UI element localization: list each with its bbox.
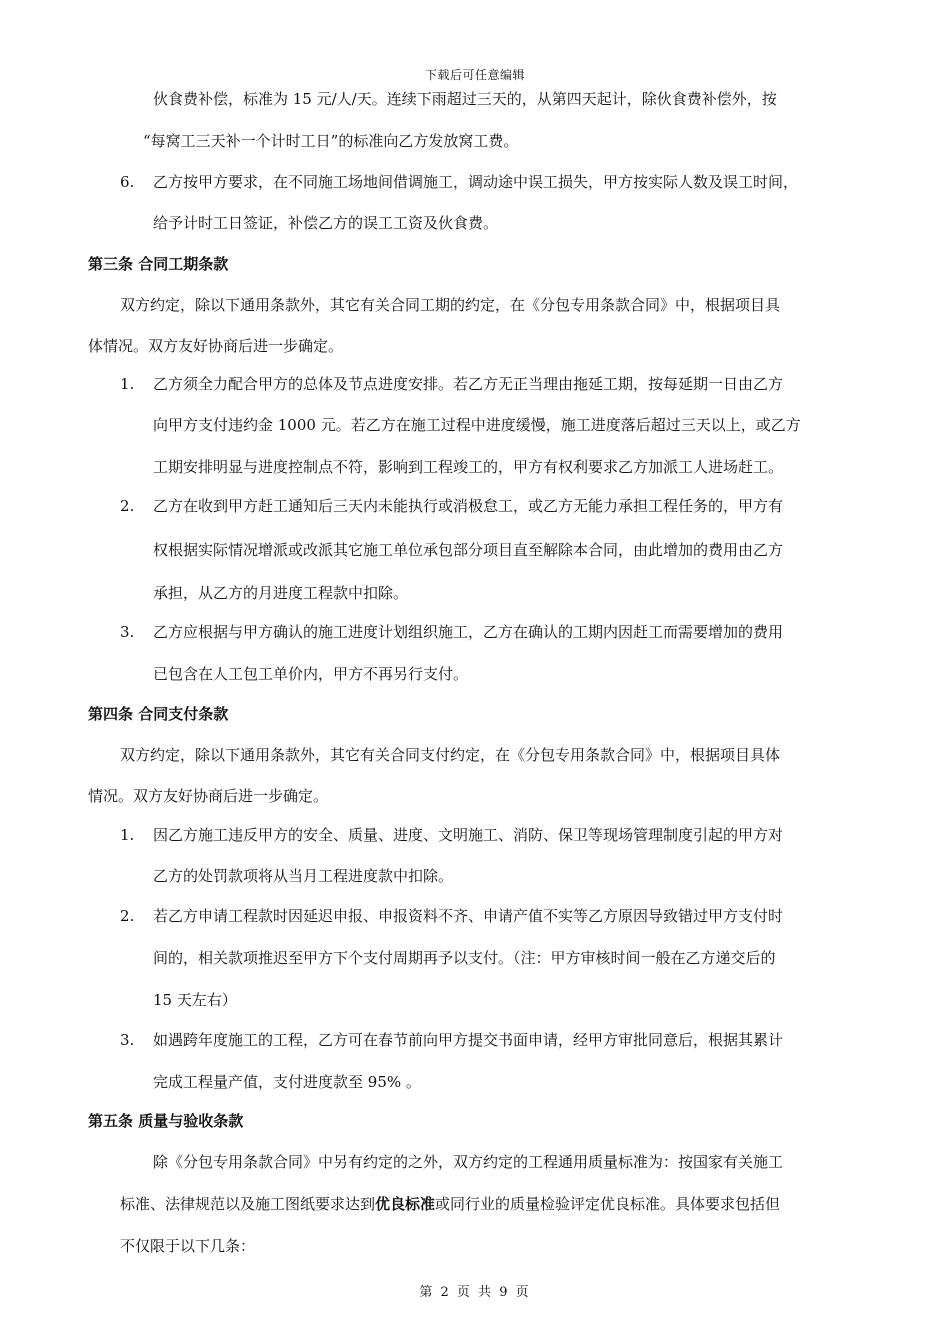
text-run: 标准、法律规范以及施工图纸要求达到 [120, 1195, 376, 1213]
list-item-line: 给予计时工日签证，补偿乙方的误工工资及伙食费。 [153, 214, 499, 232]
paragraph-line: 双方约定，除以下通用条款外，其它有关合同工期的约定，在《分包专用条款合同》中，根据项目具 [120, 296, 781, 314]
paragraph-line: 双方约定，除以下通用条款外，其它有关合同支付约定，在《分包专用条款合同》中，根据项目具体 [120, 746, 781, 764]
paragraph-line: 伙食费补偿，标准为 15 元/人/天。连续下雨超过三天的，从第四天起计，除伙食费补偿外，按 [153, 90, 777, 108]
list-number: 3. [120, 1031, 135, 1049]
list-item-line: 乙方的处罚款项将从当月工程进度款中扣除。 [153, 867, 454, 885]
list-item-line: 承担，从乙方的月进度工程款中扣除。 [153, 584, 409, 602]
list-item-line: 间的，相关款项推迟至甲方下个支付周期再予以支付。（注：甲方审核时间一般在乙方递交后的 [153, 949, 776, 967]
list-item-line: 向甲方支付违约金 1000 元。若乙方在施工过程中进度缓慢，施工进度落后超过三天以上，或乙方 [153, 416, 801, 434]
page-footer: 第 2 页 共 9 页 [419, 1285, 531, 1300]
list-item-line: 乙方须全力配合甲方的总体及节点进度安排。若乙方无正当理由拖延工期，按每延期一日由乙方 [153, 375, 784, 393]
article-heading: 第四条 合同支付条款 [88, 705, 229, 723]
header-note: 下载后可任意编辑 [424, 68, 525, 82]
list-item-line: 工期安排明显与进度控制点不符，影响到工程竣工的，甲方有权利要求乙方加派工人进场赶工。 [153, 458, 784, 476]
list-number: 1. [120, 826, 135, 844]
list-number: 1. [120, 375, 135, 393]
list-item-line: 已包含在人工包工单价内，甲方不再另行支付。 [153, 665, 469, 683]
list-number: 2. [120, 497, 135, 515]
list-number: 6. [120, 173, 135, 191]
list-item-line: 乙方在收到甲方赶工通知后三天内未能执行或消极怠工，或乙方无能力承担工程任务的，甲方有 [153, 497, 784, 515]
article-heading: 第三条 合同工期条款 [88, 255, 229, 273]
list-number: 3. [120, 623, 135, 641]
list-item-line: 若乙方申请工程款时因延迟申报、申报资料不齐、申请产值不实等乙方原因导致错过甲方支付时 [153, 907, 784, 925]
paragraph-line: 除《分包专用条款合同》中另有约定的之外，双方约定的工程通用质量标准为：按国家有关施工 [153, 1153, 784, 1171]
paragraph-line [120, 1194, 780, 1214]
paragraph-line: 情况。双方友好协商后进一步确定。 [88, 787, 329, 805]
list-item-line: 权根据实际情况增派或改派其它施工单位承包部分项目直至解除本合同，由此增加的费用由乙方 [153, 541, 784, 559]
bold-text: 优良标准 [375, 1195, 436, 1213]
list-item-line: 完成工程量产值，支付进度款至 95% 。 [153, 1073, 421, 1091]
list-item-line: 乙方按甲方要求，在不同施工场地间借调施工，调动途中误工损失，甲方按实际人数及误工时间， [153, 173, 799, 191]
list-number: 2. [120, 907, 135, 925]
paragraph-line: “每窝工三天补一个计时工日”的标准向乙方发放窝工费。 [143, 132, 519, 150]
list-item-line: 如遇跨年度施工的工程，乙方可在春节前向甲方提交书面申请，经甲方审批同意后，根据其累计 [153, 1031, 784, 1049]
paragraph-line: 不仅限于以下几条： [120, 1237, 256, 1255]
list-item-line: 因乙方施工违反甲方的安全、质量、进度、文明施工、消防、保卫等现场管理制度引起的甲方对 [153, 826, 784, 844]
paragraph-line: 体情况。双方友好协商后进一步确定。 [88, 337, 344, 355]
article-heading: 第五条 质量与验收条款 [88, 1112, 244, 1130]
text-run: 或同行业的质量检验评定优良标准。具体要求包括但 [435, 1195, 781, 1213]
list-item-line: 15 天左右） [153, 991, 237, 1009]
list-item-line: 乙方应根据与甲方确认的施工进度计划组织施工，乙方在确认的工期内因赶工而需要增加的费用 [153, 623, 784, 641]
